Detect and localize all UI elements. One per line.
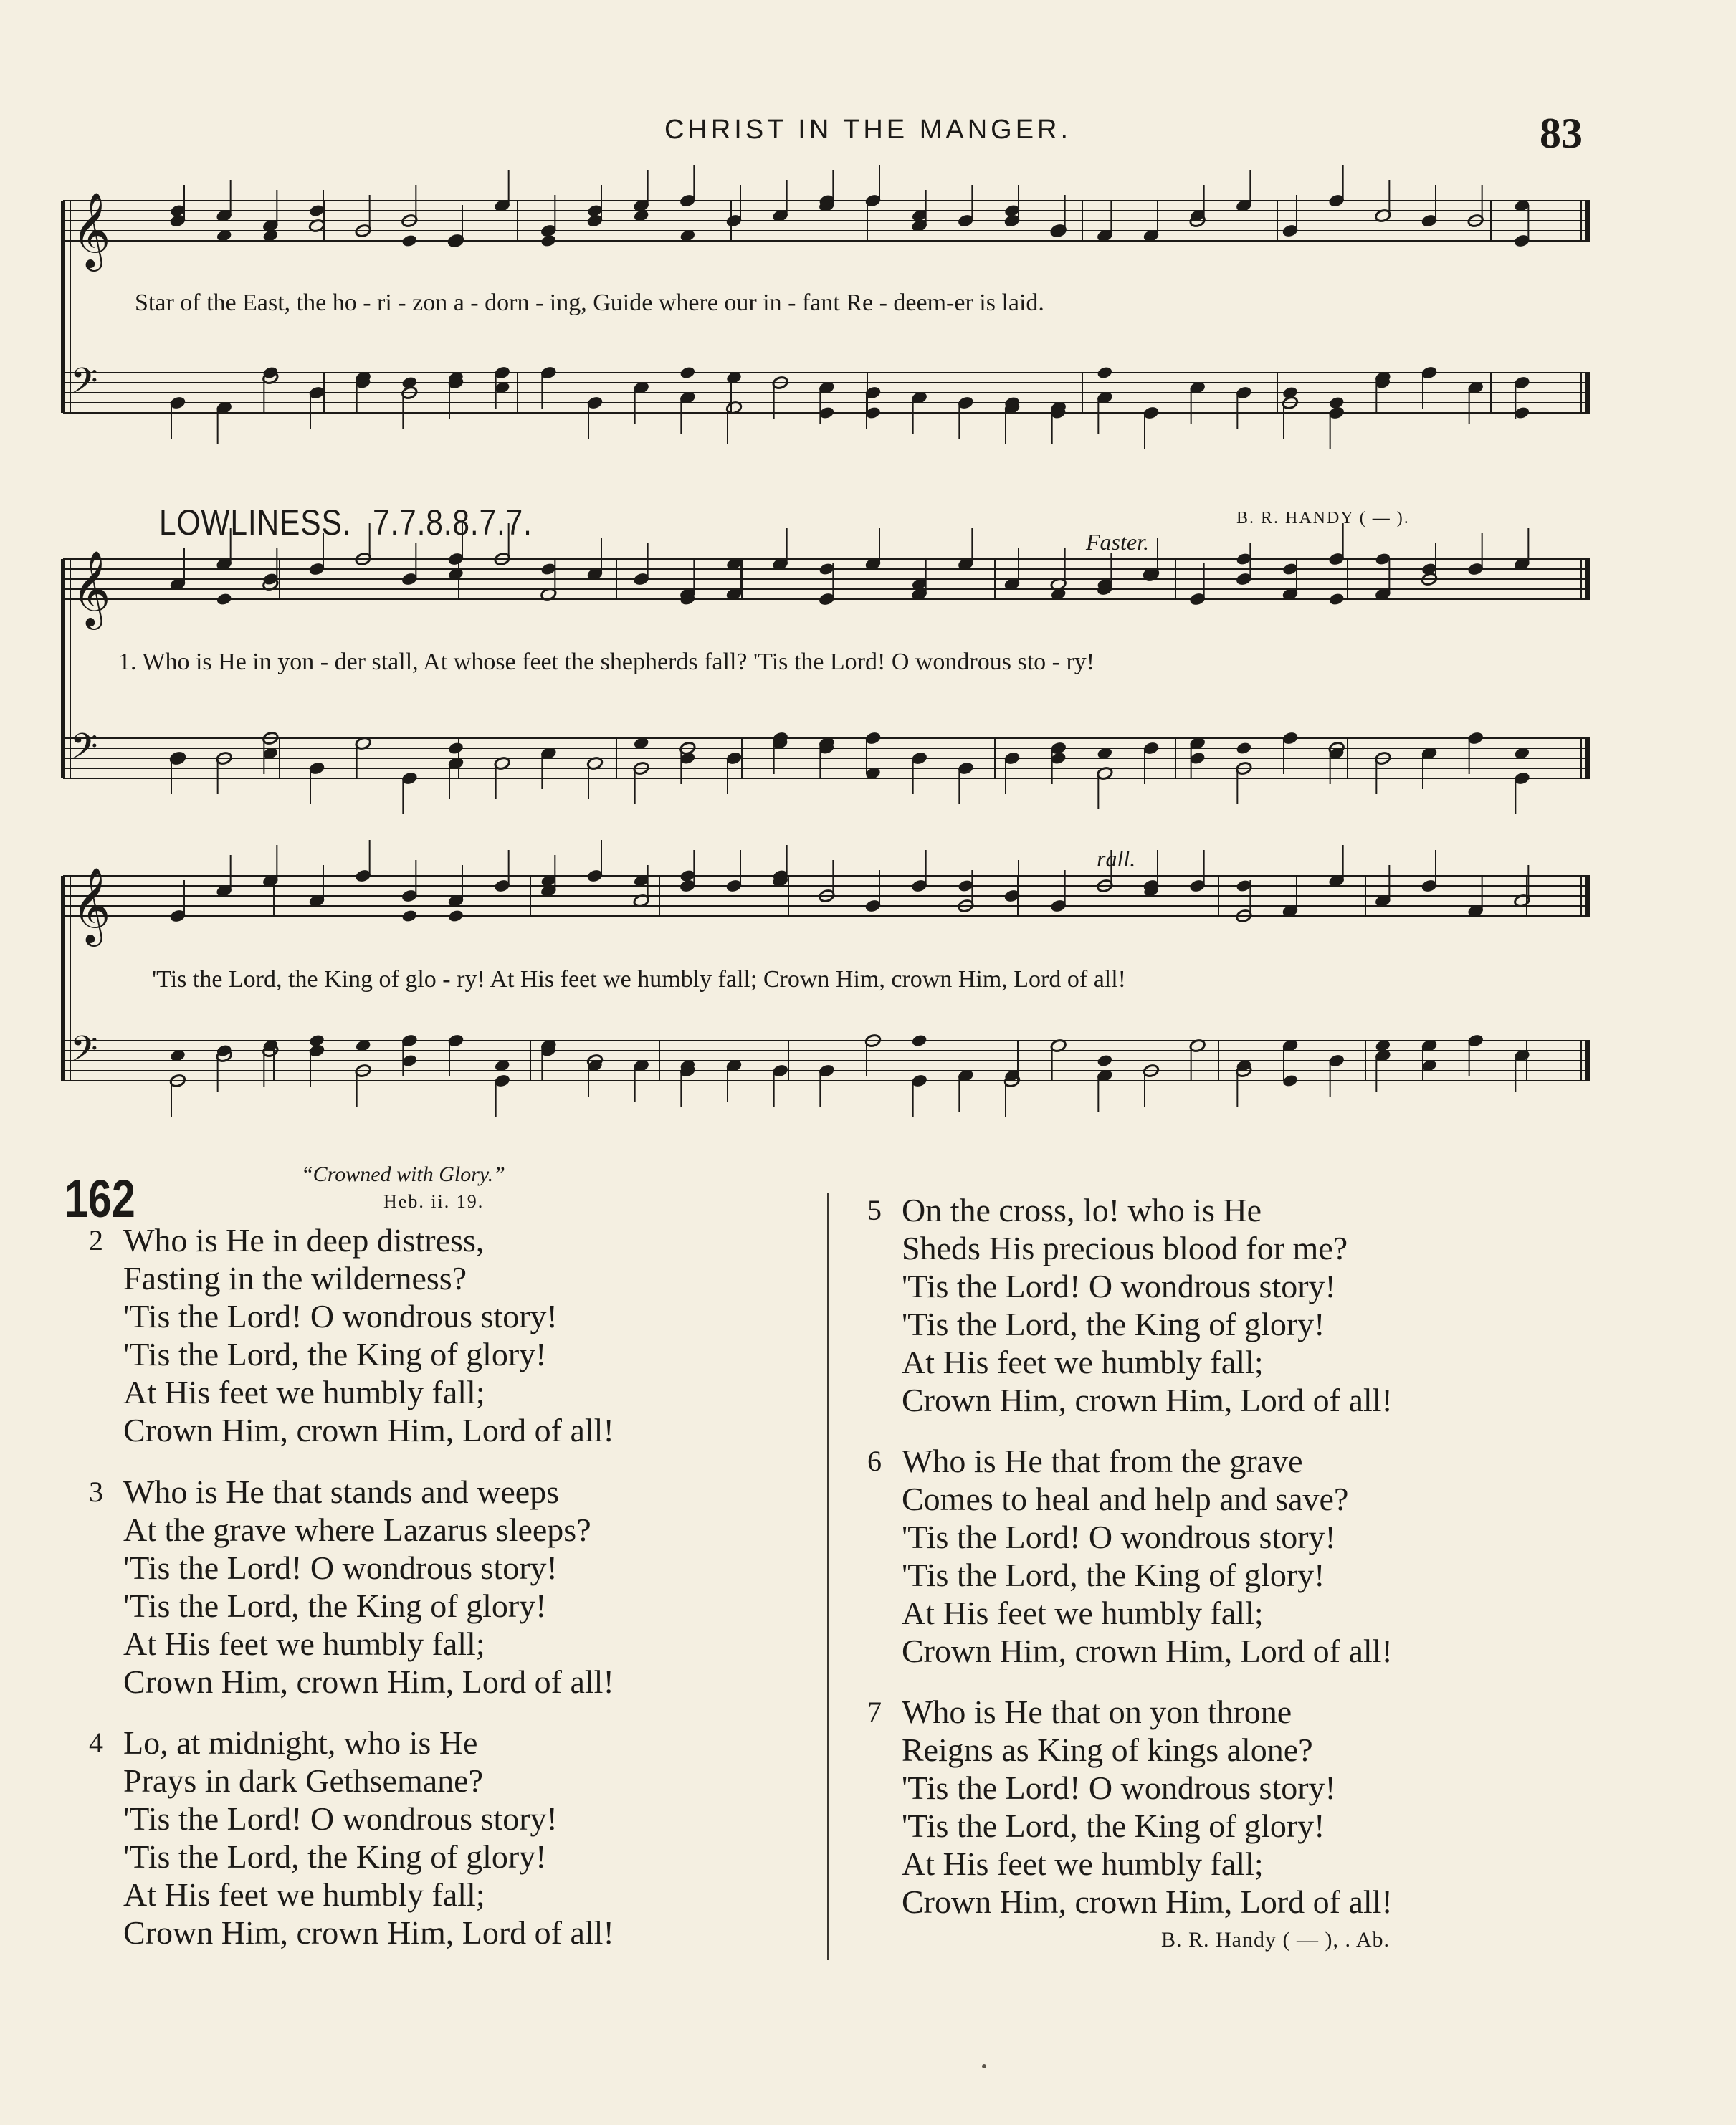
note-head xyxy=(1097,1054,1114,1068)
note-head xyxy=(401,909,419,923)
verse-line: Crown Him, crown Him, Lord of all! xyxy=(902,1633,1393,1669)
note-head xyxy=(1328,592,1345,606)
verse-number: 5 xyxy=(867,1194,882,1226)
verse-line: Crown Him, crown Him, Lord of all! xyxy=(902,1883,1393,1920)
treble-clef: 𝄞 xyxy=(72,191,111,268)
verse-number: 4 xyxy=(89,1727,103,1759)
verse-line: On the cross, lo! who is He xyxy=(902,1192,1262,1228)
verse-number: 2 xyxy=(89,1224,103,1256)
verse-line: Fasting in the wilderness? xyxy=(123,1260,467,1297)
system1-lyrics: Star of the East, the ho - ri - zon a - dorn - ing, Guide where our in - fant Re - deem-er is laid. xyxy=(135,290,1044,316)
verse-line: At His feet we humbly fall; xyxy=(902,1344,1264,1380)
verse-line: 'Tis the Lord, the King of glory! xyxy=(902,1306,1325,1342)
treble-clef: 𝄞 xyxy=(72,550,111,626)
note-head xyxy=(1328,396,1345,410)
verse-line: Prays in dark Gethsemane? xyxy=(123,1762,484,1799)
bass-clef: 𝄢 xyxy=(70,360,98,411)
final-barline xyxy=(1585,201,1590,241)
bass-clef: 𝄢 xyxy=(70,726,98,776)
treble-clef: 𝄞 xyxy=(72,866,111,943)
verse-line: Reigns as King of kings alone? xyxy=(902,1732,1313,1768)
verse-line: At the grave where Lazarus sleeps? xyxy=(123,1512,591,1548)
attribution: B. R. Handy ( — ), . Ab. xyxy=(1161,1928,1390,1952)
verse-line: 'Tis the Lord! O wondrous story! xyxy=(902,1770,1336,1806)
verse-5 xyxy=(867,1191,1393,1419)
verse-line: 'Tis the Lord! O wondrous story! xyxy=(123,1549,558,1586)
verse-3 xyxy=(89,1473,614,1701)
note-head xyxy=(216,592,233,606)
verse-line: 'Tis the Lord! O wondrous story! xyxy=(902,1268,1336,1304)
final-barline xyxy=(1585,876,1590,916)
verse-line: At His feet we humbly fall; xyxy=(123,1876,485,1913)
system2-lyrics: 1. Who is He in yon - der stall, At whose feet the shepherds fall? 'Tis the Lord! O wondrous sto - ry! xyxy=(118,649,1095,675)
verse-line: Crown Him, crown Him, Lord of all! xyxy=(123,1663,614,1700)
verse-line: 'Tis the Lord! O wondrous story! xyxy=(123,1298,558,1334)
verse-line: 'Tis the Lord, the King of glory! xyxy=(902,1557,1325,1593)
verse-line: Crown Him, crown Him, Lord of all! xyxy=(123,1914,614,1951)
note-head xyxy=(911,1033,928,1048)
verse-line: 'Tis the Lord! O wondrous story! xyxy=(902,1519,1336,1555)
bass-clef: 𝄢 xyxy=(70,1028,98,1079)
verse-number: 6 xyxy=(867,1445,882,1477)
verse-line: At His feet we humbly fall; xyxy=(123,1625,485,1662)
verse-line: At His feet we humbly fall; xyxy=(902,1845,1264,1882)
verse-line: 'Tis the Lord, the King of glory! xyxy=(902,1808,1325,1844)
hymn-number: 162 xyxy=(65,1169,135,1228)
verse-line: Who is He that from the grave xyxy=(902,1443,1303,1479)
verse-line: Who is He that stands and weeps xyxy=(123,1474,560,1510)
verse-line: 'Tis the Lord! O wondrous story! xyxy=(123,1800,558,1837)
final-barline xyxy=(1585,373,1590,413)
verse-number: 3 xyxy=(89,1476,103,1508)
verse-2 xyxy=(89,1221,614,1449)
verse-7 xyxy=(867,1693,1393,1921)
verse-line: Who is He that on yon throne xyxy=(902,1694,1292,1730)
verse-line: Comes to heal and help and save? xyxy=(902,1481,1349,1517)
tune-meter: 7.7.8.8.7.7. xyxy=(372,502,533,543)
composer-credit: B. R. HANDY ( — ). xyxy=(1236,509,1410,527)
final-barline xyxy=(1585,1041,1590,1081)
note-head xyxy=(401,234,419,248)
scripture-reference: Heb. ii. 19. xyxy=(383,1191,485,1212)
system3-lyrics: 'Tis the Lord, the King of glo - ry! At His feet we humbly fall; Crown Him, crown Him, Lord of all! xyxy=(152,966,1127,993)
verse-line: Crown Him, crown Him, Lord of all! xyxy=(902,1382,1393,1418)
verse-line: 'Tis the Lord, the King of glory! xyxy=(123,1336,547,1372)
verse-line: 'Tis the Lord, the King of glory! xyxy=(123,1587,547,1624)
verse-line: At His feet we humbly fall; xyxy=(902,1595,1264,1631)
column-divider xyxy=(827,1193,829,1960)
note-head xyxy=(1236,741,1253,755)
verse-line: At His feet we humbly fall; xyxy=(123,1374,485,1410)
tempo-marking: Faster. xyxy=(1086,529,1149,555)
final-barline xyxy=(1585,559,1590,599)
note-head xyxy=(540,234,558,248)
page-speck xyxy=(982,2064,986,2068)
verse-line: 'Tis the Lord, the King of glory! xyxy=(123,1838,547,1875)
tune-name: LOWLINESS. xyxy=(159,502,352,543)
verse-line: Crown Him, crown Him, Lord of all! xyxy=(123,1412,614,1448)
tune-heading xyxy=(159,502,533,543)
final-barline xyxy=(1585,738,1590,778)
verse-6 xyxy=(867,1442,1393,1670)
rall-marking: rall. xyxy=(1097,846,1136,872)
note-head xyxy=(447,909,464,923)
verse-line: Sheds His precious blood for me? xyxy=(902,1230,1348,1266)
note-head xyxy=(679,366,697,380)
verse-4 xyxy=(89,1724,614,1952)
verse-line: Who is He in deep distress, xyxy=(123,1222,485,1259)
note-head xyxy=(1097,366,1114,380)
verse-number: 7 xyxy=(867,1696,882,1728)
verse-line: Lo, at midnight, who is He xyxy=(123,1724,478,1761)
page-number: 83 xyxy=(1540,110,1583,157)
hymn-title: “Crowned with Glory.” xyxy=(301,1162,505,1186)
note-head xyxy=(308,1033,325,1048)
note-head xyxy=(447,741,464,755)
running-title: CHRIST IN THE MANGER. xyxy=(664,115,1072,145)
